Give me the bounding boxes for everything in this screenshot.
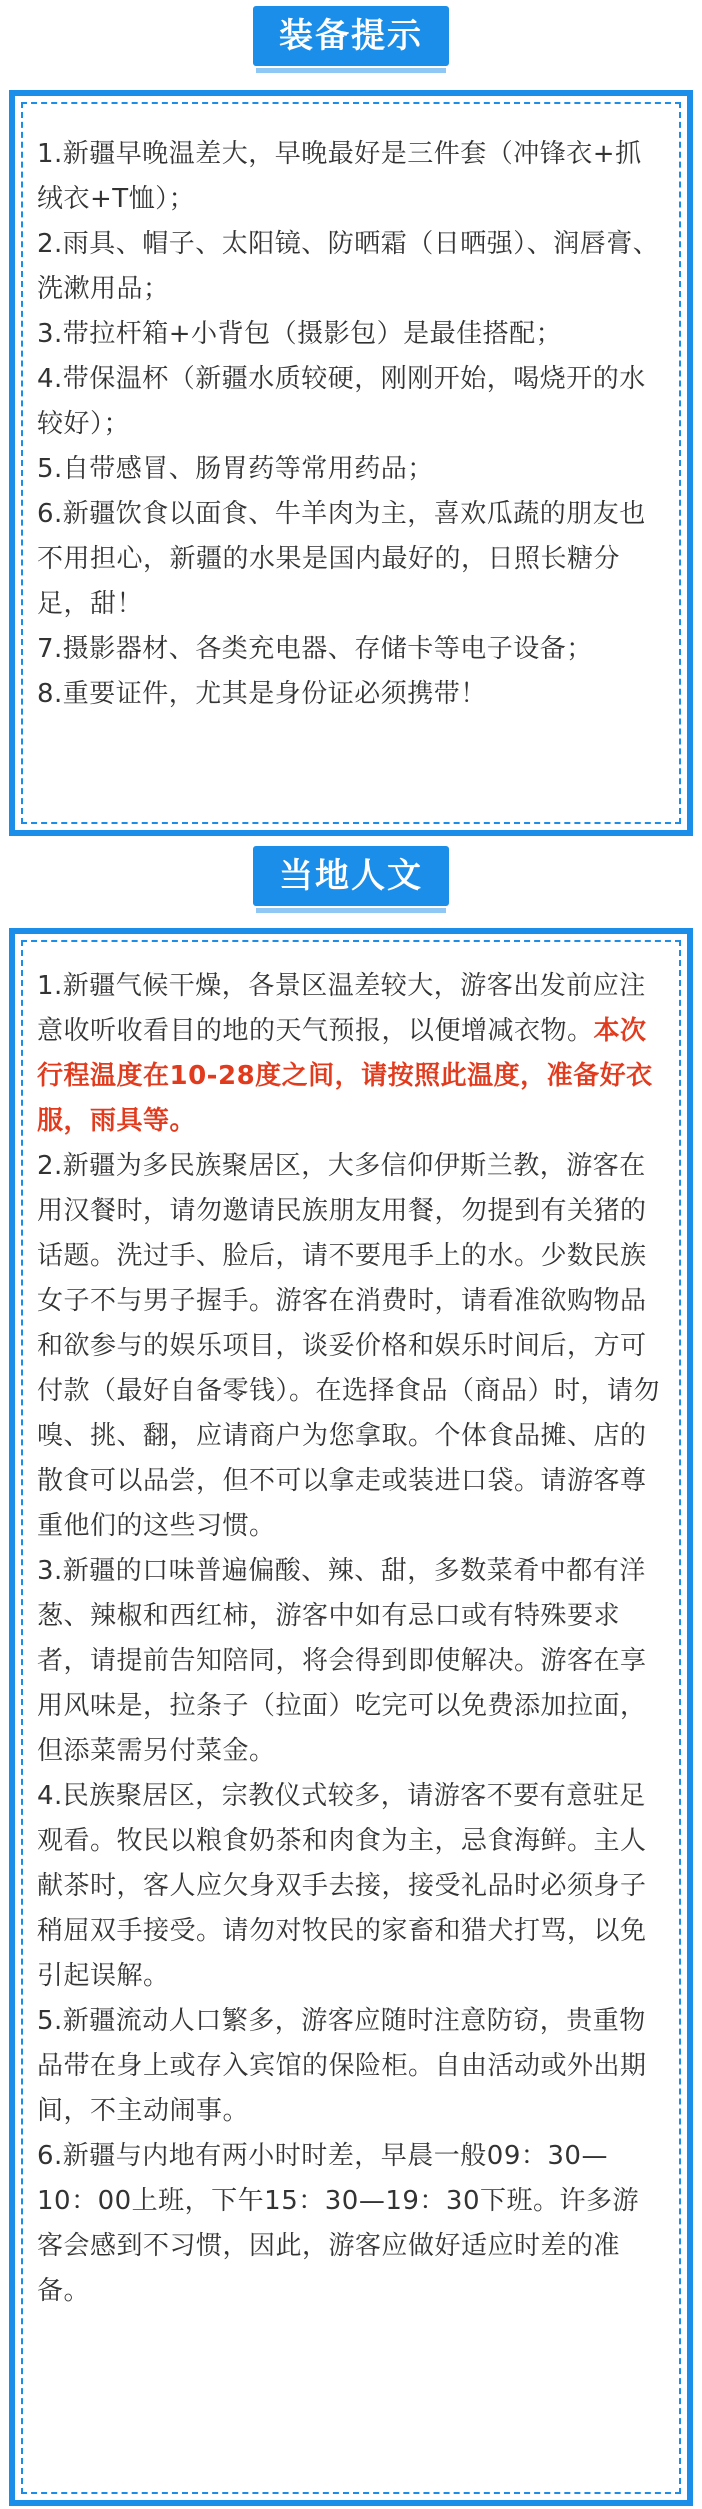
- list-item: 2.新疆为多民族聚居区，大多信仰伊斯兰教，游客在用汉餐时，请勿邀请民族朋友用餐，勿提到有关猪的话题。洗过手、脸后，请不要甩手上的水。少数民族女子不与男子握手。游客在消费时，请看准欲购物品和欲参与的娱乐项目，谈妥价格和娱乐时间后，方可付款（最好自备零钱）。在选择食品（商品）时，请勿嗅、挑、翻，应请商户为您拿取。个体食品摊、店的散食可以品尝，但不可以拿走或装进口袋。请游客尊重他们的这些习惯。: [37, 1151, 661, 1541]
- section-title-culture: 当地人文: [253, 846, 449, 906]
- list-item: 3.带拉杆箱+小背包（摄影包）是最佳搭配；: [37, 319, 563, 349]
- equipment-list: [37, 132, 665, 717]
- list-item: [37, 964, 665, 1144]
- list-item: 6.新疆饮食以面食、牛羊肉为主，喜欢瓜蔬的朋友也不用担心，新疆的水果是国内最好的，日照长糖分足，甜！: [37, 499, 646, 619]
- list-item: 5.新疆流动人口繁多，游客应随时注意防窃，贵重物品带在身上或存入宾馆的保险柜。自由活动或外出期间，不主动闹事。: [37, 2006, 647, 2126]
- list-item: 3.新疆的口味普遍偏酸、辣、甜，多数菜肴中都有洋葱、辣椒和西红柿，游客中如有忌口或有特殊要求者，请提前告知陪同，将会得到即使解决。游客在享用风味是，拉条子（拉面）吃完可以免费添加拉面，但添菜需另付菜金。: [37, 1556, 647, 1766]
- section-title-equipment: 装备提示: [253, 6, 449, 66]
- temperature-notice: 本次行程温度在10-28度之间，请按照此温度，准备好衣服，雨具等。: [37, 1016, 653, 1136]
- section-header-equipment: [0, 6, 702, 66]
- list-item: 2.雨具、帽子、太阳镜、防晒霜（日晒强）、润唇膏、洗漱用品；: [37, 229, 660, 304]
- equipment-tips-box: [9, 90, 693, 836]
- list-item: 1.新疆早晚温差大，早晚最好是三件套（冲锋衣+抓绒衣+T恤）；: [37, 139, 642, 214]
- list-item: 8.重要证件，尤其是身份证必须携带！: [37, 679, 487, 709]
- list-item: 6.新疆与内地有两小时时差，早晨一般09：30—10：00上班，下午15：30—19：30下班。许多游客会感到不习惯，因此，游客应做好适应时差的准备。: [37, 2141, 640, 2306]
- list-item: 7.摄影器材、各类充电器、存储卡等电子设备；: [37, 634, 593, 664]
- list-item: 5.自带感冒、肠胃药等常用药品；: [37, 454, 434, 484]
- local-culture-box: [9, 928, 693, 2506]
- list-item-text: 1.新疆气候干燥，各景区温差较大，游客出发前应注意收听收看目的地的天气预报，以便增减衣物。: [37, 971, 646, 1046]
- list-item: 4.带保温杯（新疆水质较硬，刚刚开始，喝烧开的水较好）；: [37, 364, 646, 439]
- list-item: 4.民族聚居区，宗教仪式较多，请游客不要有意驻足观看。牧民以粮食奶茶和肉食为主，忌食海鲜。主人献茶时，客人应欠身双手去接，接受礼品时必须身子稍屈双手接受。请勿对牧民的家畜和猎犬打骂，以免引起误解。: [37, 1781, 647, 1991]
- section-header-culture: [0, 846, 702, 906]
- culture-list: [37, 964, 665, 2314]
